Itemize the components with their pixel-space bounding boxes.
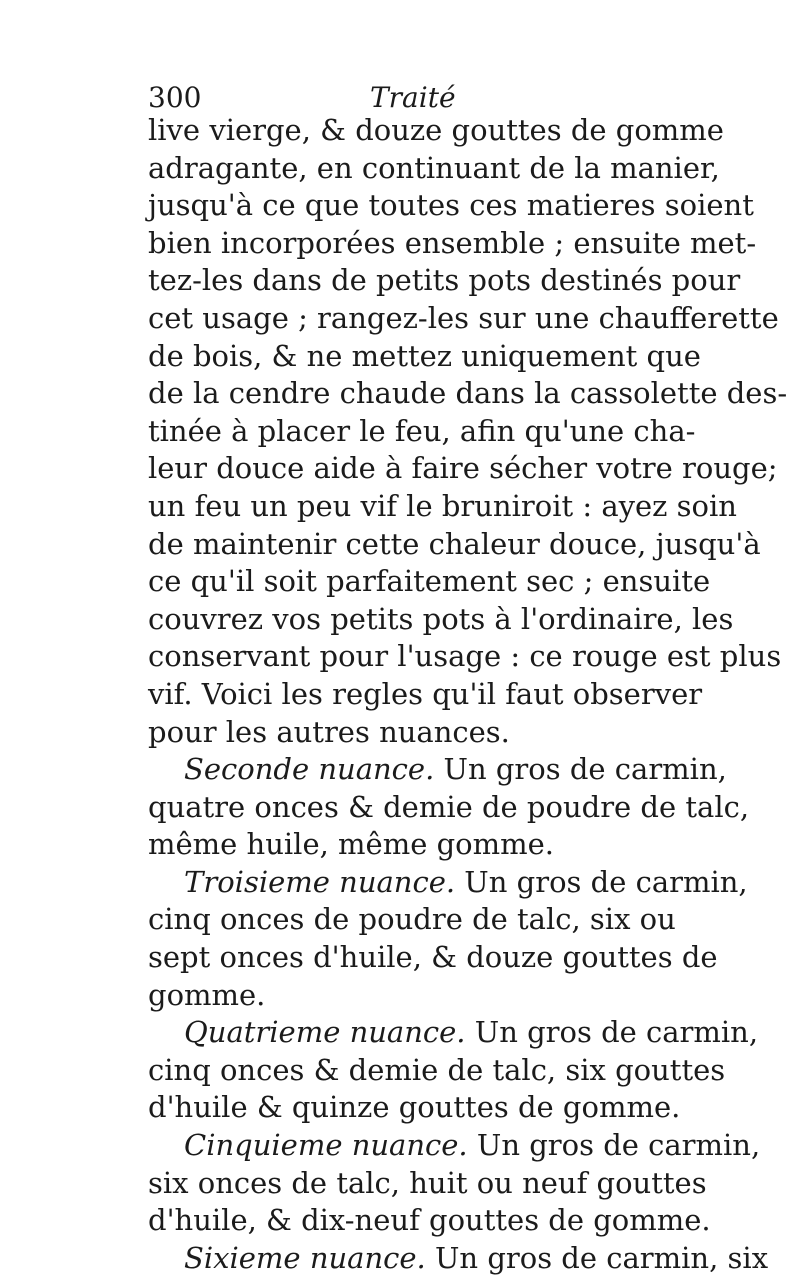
text-line xyxy=(148,864,748,902)
text-line xyxy=(148,225,757,263)
line-text: vif. Voici les regles qu'il faut observer xyxy=(148,676,703,711)
text-line xyxy=(148,751,727,789)
text-line xyxy=(148,338,701,376)
nuance-heading: Troisieme nuance. xyxy=(184,864,456,899)
text-line xyxy=(148,1014,759,1052)
text-line xyxy=(148,375,788,413)
text-line xyxy=(148,977,668,1015)
line-text: de bois, & ne mettez uniquement que xyxy=(148,338,701,373)
text-line xyxy=(148,450,778,488)
text-line xyxy=(148,300,779,338)
line-text: jusqu'à ce que toutes ces matieres soient xyxy=(148,188,754,223)
nuance-heading: Quatrieme nuance. xyxy=(184,1015,466,1050)
text-line xyxy=(148,1052,726,1090)
text-line xyxy=(148,150,720,188)
line-text: gomme. xyxy=(148,977,266,1012)
line-text: ce qu'il soit parfaitement sec ; ensuite xyxy=(148,564,711,599)
line-text: même huile, même gomme. xyxy=(148,827,554,862)
text-line xyxy=(148,112,724,150)
text-line xyxy=(148,1240,769,1277)
nuance-heading: Sixieme nuance. xyxy=(184,1240,426,1275)
line-text: conservant pour l'usage : ce rouge est plus xyxy=(148,639,782,674)
line-text: tinée à placer le feu, afin qu'une cha- xyxy=(148,413,696,448)
line-text: d'huile, & dix-neuf gouttes de gomme. xyxy=(148,1203,711,1238)
text-line xyxy=(148,1165,707,1203)
line-text: Un gros de carmin, xyxy=(465,1015,759,1050)
text-line xyxy=(148,563,711,601)
line-text: adragante, en continuant de la manier, xyxy=(148,150,720,185)
page-number: 300 xyxy=(148,81,202,114)
text-line xyxy=(148,826,668,864)
text-line xyxy=(148,262,741,300)
text-line xyxy=(148,526,761,564)
running-title: Traité xyxy=(370,81,456,114)
text-line xyxy=(148,1202,711,1240)
text-line xyxy=(148,638,782,676)
text-line xyxy=(148,601,734,639)
line-text: Un gros de carmin, xyxy=(434,752,727,787)
line-text: six onces de talc, huit ou neuf gouttes xyxy=(148,1165,707,1200)
line-text: Un gros de carmin, six xyxy=(425,1240,769,1275)
text-line xyxy=(148,939,718,977)
line-text: cet usage ; rangez-les sur une chaufferette xyxy=(148,300,779,335)
line-text: pour les autres nuances. xyxy=(148,714,510,749)
text-line xyxy=(148,187,754,225)
line-text: de la cendre chaude dans la cassolette des- xyxy=(148,376,788,411)
line-text: live vierge, & douze gouttes de gomme xyxy=(148,113,724,147)
nuance-heading: Seconde nuance. xyxy=(184,752,435,787)
text-line xyxy=(148,901,676,939)
text-line xyxy=(148,714,668,752)
line-text: un feu un peu vif le bruniroit : ayez soin xyxy=(148,488,737,523)
text-line xyxy=(148,1089,681,1127)
line-text: Un gros de carmin, xyxy=(455,864,748,899)
text-line xyxy=(148,676,703,714)
line-text: de maintenir cette chaleur douce, jusqu'à xyxy=(148,526,761,561)
nuance-heading: Cinquieme nuance. xyxy=(184,1128,468,1163)
line-text: cinq onces & demie de talc, six gouttes xyxy=(148,1052,726,1087)
line-text: Un gros de carmin, xyxy=(467,1128,761,1163)
line-text: d'huile & quinze gouttes de gomme. xyxy=(148,1090,681,1125)
text-line xyxy=(148,488,737,526)
line-text: quatre onces & demie de poudre de talc, xyxy=(148,789,750,824)
line-text: leur douce aide à faire sécher votre rouge; xyxy=(148,451,778,486)
text-line xyxy=(148,1127,761,1165)
body-text xyxy=(148,112,788,1277)
text-line xyxy=(148,789,750,827)
line-text: cinq onces de poudre de talc, six ou xyxy=(148,902,676,937)
line-text: tez-les dans de petits pots destinés pour xyxy=(148,263,741,298)
text-line xyxy=(148,413,696,451)
line-text: sept onces d'huile, & douze gouttes de xyxy=(148,940,718,975)
line-text: bien incorporées ensemble ; ensuite met- xyxy=(148,225,757,260)
line-text: couvrez vos petits pots à l'ordinaire, les xyxy=(148,601,734,636)
